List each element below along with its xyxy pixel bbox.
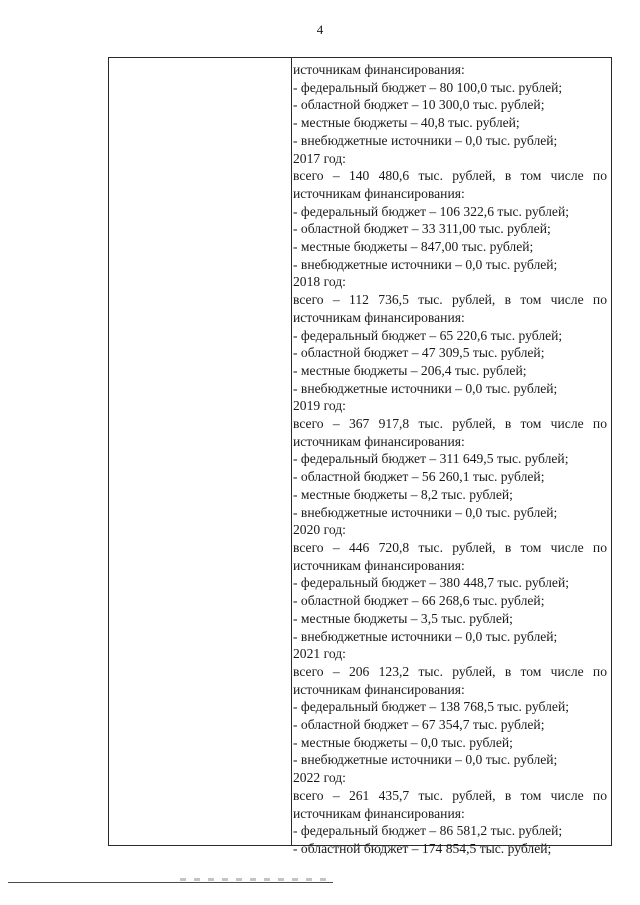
text-line: - федеральный бюджет – 80 100,0 тыс. рублей;: [293, 79, 563, 95]
text-line: 2022 год:: [293, 770, 346, 786]
text-line: - областной бюджет – 10 300,0 тыс. рублей;: [293, 97, 545, 113]
text-line: - внебюджетные источники – 0,0 тыс. рублей;: [293, 256, 558, 272]
text-line: всего – 446 720,8 тыс. рублей, в том числе по: [293, 539, 607, 555]
text-line: - местные бюджеты – 0,0 тыс. рублей;: [293, 734, 513, 750]
text-line: - внебюджетные источники – 0,0 тыс. рублей;: [293, 132, 558, 148]
text-line: всего – 112 736,5 тыс. рублей, в том числе по: [293, 292, 607, 308]
text-line: - местные бюджеты – 40,8 тыс. рублей;: [293, 115, 520, 131]
text-line: - областной бюджет – 66 268,6 тыс. рублей;: [293, 593, 545, 609]
page-number: 4: [316, 22, 324, 37]
text-line: - местные бюджеты – 3,5 тыс. рублей;: [293, 610, 513, 626]
text-line: источникам финансирования:: [293, 557, 465, 573]
text-line: источникам финансирования:: [293, 433, 465, 449]
text-line: источникам финансирования:: [293, 309, 465, 325]
text-line: - областной бюджет – 47 309,5 тыс. рублей;: [293, 345, 545, 361]
text-line: 2018 год:: [293, 274, 346, 290]
text-line: 2021 год:: [293, 646, 346, 662]
text-line: 2020 год:: [293, 522, 346, 538]
funding-table: [108, 57, 612, 856]
text-line: - федеральный бюджет – 86 581,2 тыс. рублей;: [293, 823, 563, 839]
text-line: - федеральный бюджет – 311 649,5 тыс. рублей;: [293, 451, 569, 467]
table-left-cell: [109, 58, 292, 845]
text-line: - местные бюджеты – 8,2 тыс. рублей;: [293, 486, 513, 502]
text-line: - областной бюджет – 33 311,00 тыс. рублей;: [293, 221, 551, 237]
text-line: - федеральный бюджет – 65 220,6 тыс. рублей;: [293, 327, 563, 343]
text-line: - федеральный бюджет – 380 448,7 тыс. рублей;: [293, 575, 569, 591]
text-line: 2017 год:: [293, 150, 346, 166]
text-line: - областной бюджет – 174 854,5 тыс. рублей;: [293, 840, 552, 856]
text-line: всего – 140 480,6 тыс. рублей, в том числе по: [293, 168, 607, 184]
text-line: - областной бюджет – 67 354,7 тыс. рублей;: [293, 717, 545, 733]
text-line: источникам финансирования:: [293, 185, 465, 201]
text-line: - внебюджетные источники – 0,0 тыс. рублей;: [293, 504, 558, 520]
text-line: - местные бюджеты – 206,4 тыс. рублей;: [293, 362, 527, 378]
footer-rule: [8, 882, 333, 883]
table-right-cell: [293, 61, 607, 858]
footer-scan-artifact: [180, 878, 330, 881]
text-line: - областной бюджет – 56 260,1 тыс. рублей;: [293, 469, 545, 485]
text-line: - внебюджетные источники – 0,0 тыс. рублей;: [293, 628, 558, 644]
text-line: - внебюджетные источники – 0,0 тыс. рублей;: [293, 752, 558, 768]
text-line: источникам финансирования:: [293, 805, 465, 821]
text-line: всего – 367 917,8 тыс. рублей, в том числе по: [293, 416, 607, 432]
text-line: - внебюджетные источники – 0,0 тыс. рублей;: [293, 380, 558, 396]
text-line: всего – 261 435,7 тыс. рублей, в том числе по: [293, 787, 607, 803]
text-line: - федеральный бюджет – 106 322,6 тыс. рублей;: [293, 203, 569, 219]
text-line: - местные бюджеты – 847,00 тыс. рублей;: [293, 239, 534, 255]
text-line: источникам финансирования:: [293, 681, 465, 697]
text-line: источникам финансирования:: [293, 62, 465, 77]
text-line: - федеральный бюджет – 138 768,5 тыс. рублей;: [293, 699, 569, 715]
text-line: всего – 206 123,2 тыс. рублей, в том числе по: [293, 663, 607, 679]
text-line: 2019 год:: [293, 398, 346, 414]
